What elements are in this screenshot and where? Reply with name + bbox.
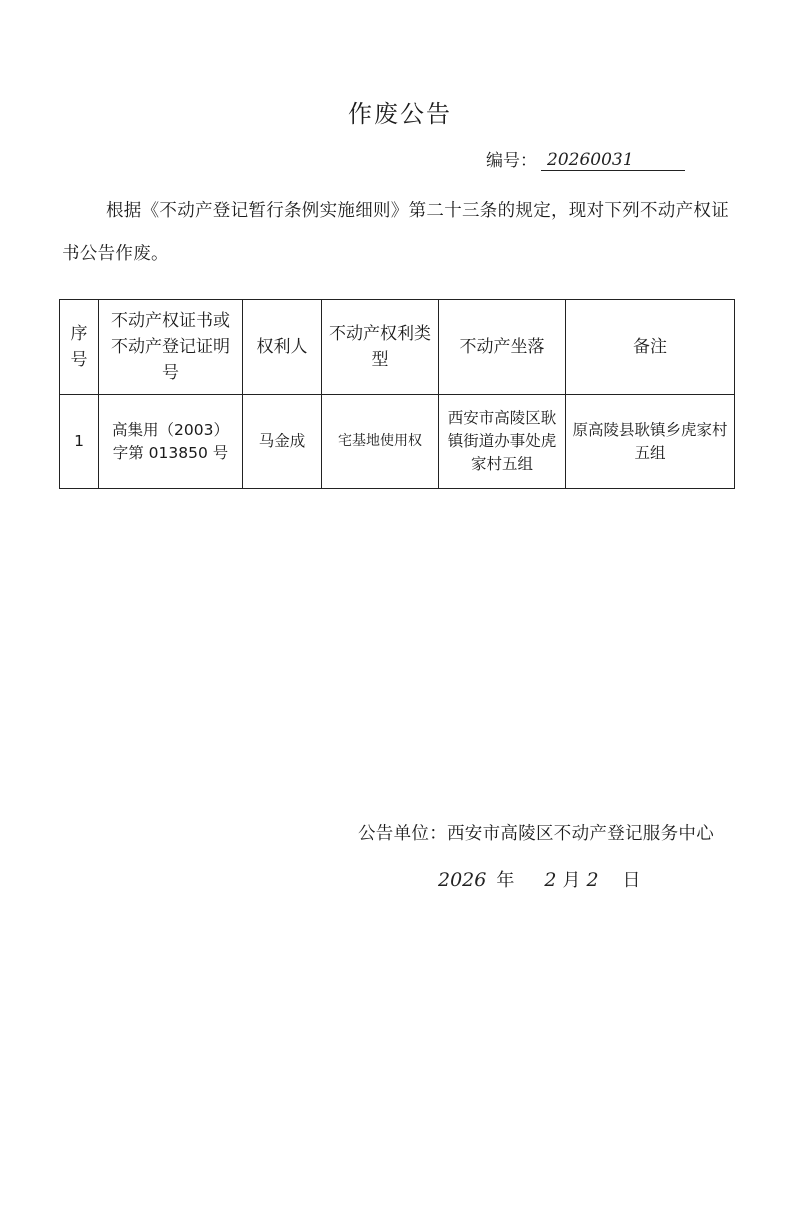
header-cert-no: 不动产权证书或不动产登记证明号	[99, 300, 243, 395]
date-year-unit: 年	[496, 870, 515, 891]
number-label: 编号：	[486, 151, 537, 171]
notice-number	[486, 146, 685, 171]
header-holder: 权利人	[243, 300, 322, 395]
cell-remark: 原高陵县耿镇乡虎家村五组	[566, 395, 735, 489]
cell-holder: 马金成	[243, 395, 322, 489]
number-blank	[541, 150, 685, 171]
void-certificate-table	[59, 299, 735, 489]
date-year: 2026	[438, 869, 487, 891]
cell-right-type: 宅基地使用权	[322, 395, 439, 489]
notice-date	[438, 866, 641, 892]
notice-paragraph: 根据《不动产登记暂行条例实施细则》第二十三条的规定，现对下列不动产权证书公告作废。	[62, 201, 729, 264]
date-month-unit: 月	[562, 870, 581, 891]
number-value: 20260031	[547, 150, 634, 170]
issuing-unit: 公告单位：西安市高陵区不动产登记服务中心	[358, 824, 714, 844]
header-right-type: 不动产权利类型	[322, 300, 439, 395]
header-remark: 备注	[566, 300, 735, 395]
cell-location: 西安市高陵区耿镇街道办事处虎家村五组	[439, 395, 566, 489]
header-index: 序号	[60, 300, 99, 395]
date-day-unit: 日	[622, 870, 641, 891]
header-location: 不动产坐落	[439, 300, 566, 395]
date-day: 2	[586, 869, 599, 891]
cell-cert-no: 高集用（2003）字第 013850 号	[99, 395, 243, 489]
notice-body	[62, 190, 742, 276]
notice-title: 作废公告	[348, 100, 452, 128]
table-header-row	[60, 300, 735, 395]
date-month: 2	[544, 869, 557, 891]
table-row	[60, 395, 735, 489]
cell-index: 1	[60, 395, 99, 489]
